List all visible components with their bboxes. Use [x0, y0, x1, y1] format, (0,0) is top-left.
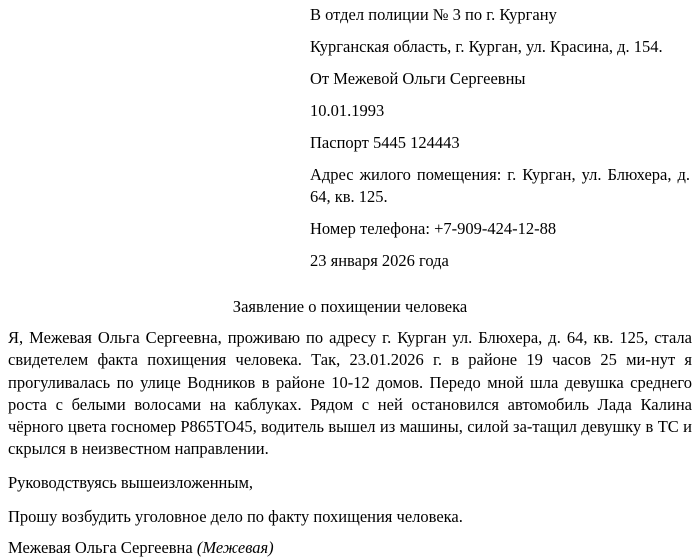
- closing-guided: Руководствуясь вышеизложенным,: [8, 473, 254, 492]
- sender-passport: Паспорт 5445 124443: [310, 133, 460, 152]
- recipient-line: В отдел полиции № 3 по г. Кургану: [310, 5, 557, 24]
- signer-name: Межевая Ольга Сергеевна: [8, 538, 193, 557]
- document-title: Заявление о похищении человека: [232, 297, 468, 316]
- closing-request: Прошу возбудить уголовное дело по факту похищения человека.: [8, 507, 463, 526]
- addressee-block: [310, 4, 690, 282]
- recipient-address: Курганская область, г. Курган, ул. Красина, д. 154.: [310, 37, 663, 56]
- document-date: 23 января 2026 года: [310, 251, 449, 270]
- signature-line: [8, 537, 274, 559]
- sender-line: От Межевой Ольги Сергеевны: [310, 69, 526, 88]
- sender-birth-date: 10.01.1993: [310, 101, 385, 120]
- sender-phone: Номер телефона: +7-909-424-12-88: [310, 219, 557, 238]
- sender-address: Адрес жилого помещения: г. Курган, ул. Блюхера, д. 64, кв. 125.: [310, 165, 690, 206]
- signature: (Межевая): [196, 538, 274, 557]
- statement-body: Я, Межевая Ольга Сергеевна, проживаю по адресу г. Курган ул. Блюхера, д. 64, кв. 125, стала свидетелем факта похищения человека. Так, 23.01.2026 г. в районе 19 часов 25 ми-нут я прогуливалась по улице Водников в районе 10-12 домов. Передо мной шла девушка среднего роста с белыми волосами на каблуках. Рядом с ней остановился автомобиль Лада Калина чёрного цвета госномер Р865ТО45, водитель вышел из машины, силой за-тащил девушку в ТС и скрылся в неизвестном направлении.: [8, 328, 692, 459]
